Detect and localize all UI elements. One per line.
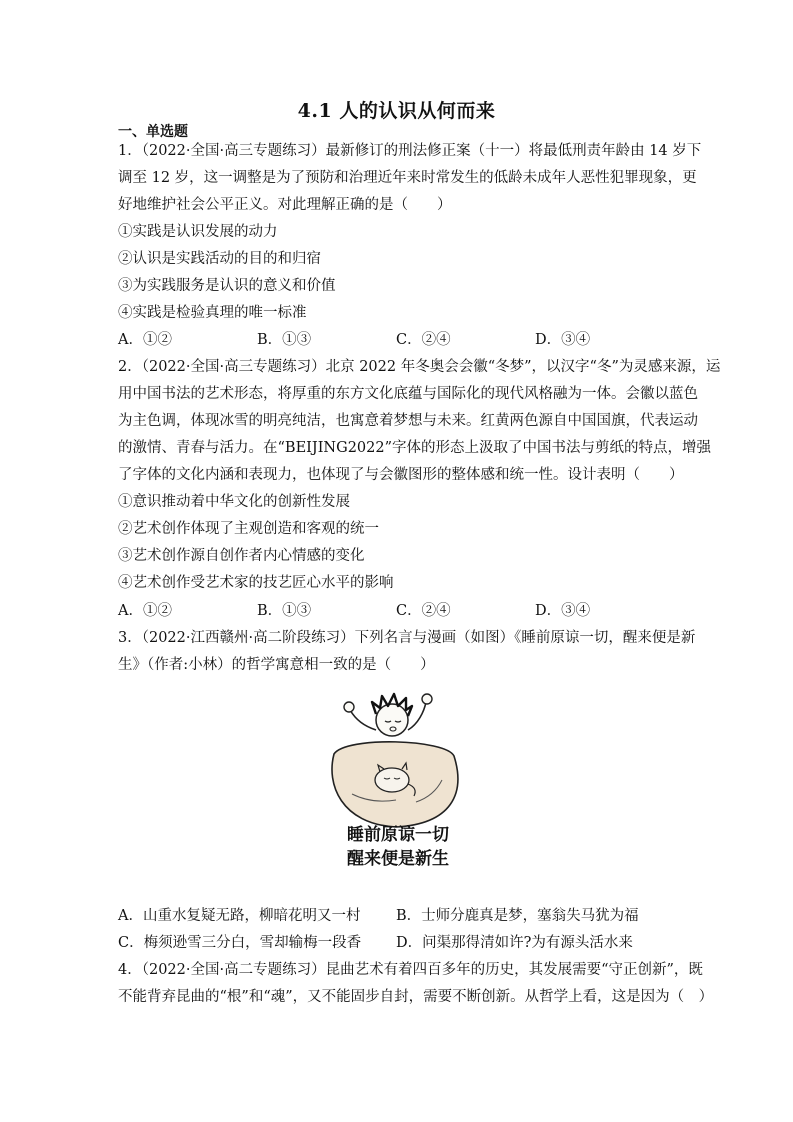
- option-c[interactable]: C．梅须逊雪三分白，雪却输梅一段香: [118, 935, 362, 951]
- question-3-stem-line: 3．（2022·江西赣州·高二阶段练习）下列名言与漫画（如图）《睡前原谅一切，醒来便是新: [118, 630, 696, 646]
- question-2-statement: ①意识推动着中华文化的创新性发展: [118, 494, 350, 510]
- question-3-stem-line: 生》（作者:小林）的哲学寓意相一致的是（ ）: [118, 657, 435, 673]
- option-a[interactable]: A．①②: [118, 332, 172, 348]
- cartoon-caption-line-1: 睡前原谅一切: [347, 825, 449, 845]
- option-b[interactable]: B．①③: [257, 603, 312, 619]
- question-1-statement: ④实践是检验真理的唯一标准: [118, 305, 307, 321]
- section-heading: 一、单选题: [118, 124, 188, 140]
- question-1-statement: ③为实践服务是认识的意义和价值: [118, 278, 336, 294]
- option-b[interactable]: B．士师分鹿真是梦，塞翁失马犹为福: [396, 908, 639, 924]
- option-b[interactable]: B．①③: [257, 332, 312, 348]
- option-a[interactable]: A．山重水复疑无路，柳暗花明又一村: [118, 908, 361, 924]
- cartoon-caption-line-2: 醒来便是新生: [347, 849, 449, 869]
- question-1-stem-line: 好地维护社会公平正义。对此理解正确的是（ ）: [118, 197, 452, 213]
- question-1-statement: ②认识是实践活动的目的和归宿: [118, 251, 321, 267]
- option-c[interactable]: C．②④: [396, 332, 451, 348]
- option-d[interactable]: D．③④: [535, 332, 591, 348]
- question-2-stem-line: 的激情、青春与活力。在“BEIJING2022”字体的形态上汲取了中国书法与剪纸的特点，增强: [118, 440, 712, 456]
- question-2-stem-line: 为主色调，体现冰雪的明亮纯洁，也寓意着梦想与未来。红黄两色源自中国国旗，代表运动: [118, 413, 698, 429]
- option-d[interactable]: D．③④: [535, 603, 591, 619]
- option-c[interactable]: C．②④: [396, 603, 451, 619]
- cartoon-image: [306, 684, 490, 872]
- question-2-statement: ④艺术创作受艺术家的技艺匠心水平的影响: [118, 575, 394, 591]
- question-2-statement: ②艺术创作体现了主观创造和客观的统一: [118, 521, 379, 537]
- question-4-stem-line: 不能背弃昆曲的“根”和“魂”，又不能固步自封，需要不断创新。从哲学上看，这是因为（ ）: [118, 989, 714, 1005]
- question-1-stem-line: 调至 12 岁，这一调整是为了预防和治理近年来时常发生的低龄未成年人恶性犯罪现象，更: [118, 170, 697, 186]
- question-1-stem-line: 1．（2022·全国·高三专题练习）最新修订的刑法修正案（十一）将最低刑责年龄由 14 岁下: [118, 143, 702, 159]
- option-a[interactable]: A．①②: [118, 603, 172, 619]
- option-d[interactable]: D．问渠那得清如许?为有源头活水来: [396, 935, 633, 951]
- question-2-statement: ③艺术创作源自创作者内心情感的变化: [118, 548, 365, 564]
- question-2-stem-line: 了字体的文化内涵和表现力，也体现了与会徽图形的整体感和统一性。设计表明（ ）: [118, 467, 684, 483]
- question-2-stem-line: 用中国书法的艺术形态，将厚重的东方文化底蕴与国际化的现代风格融为一体。会徽以蓝色: [118, 386, 698, 402]
- question-4-stem-line: 4．（2022·全国·高二专题练习）昆曲艺术有着四百多年的历史，其发展需要“守正创新”，既: [118, 962, 703, 978]
- question-1-statement: ①实践是认识发展的动力: [118, 224, 278, 240]
- document-title: 4.1 人的认识从何而来: [297, 100, 496, 122]
- question-2-stem-line: 2．（2022·全国·高三专题练习）北京 2022 年冬奥会会徽“冬梦”，以汉字“冬”为灵感来源，运: [118, 359, 721, 375]
- sleeping-child-illustration: [306, 684, 490, 872]
